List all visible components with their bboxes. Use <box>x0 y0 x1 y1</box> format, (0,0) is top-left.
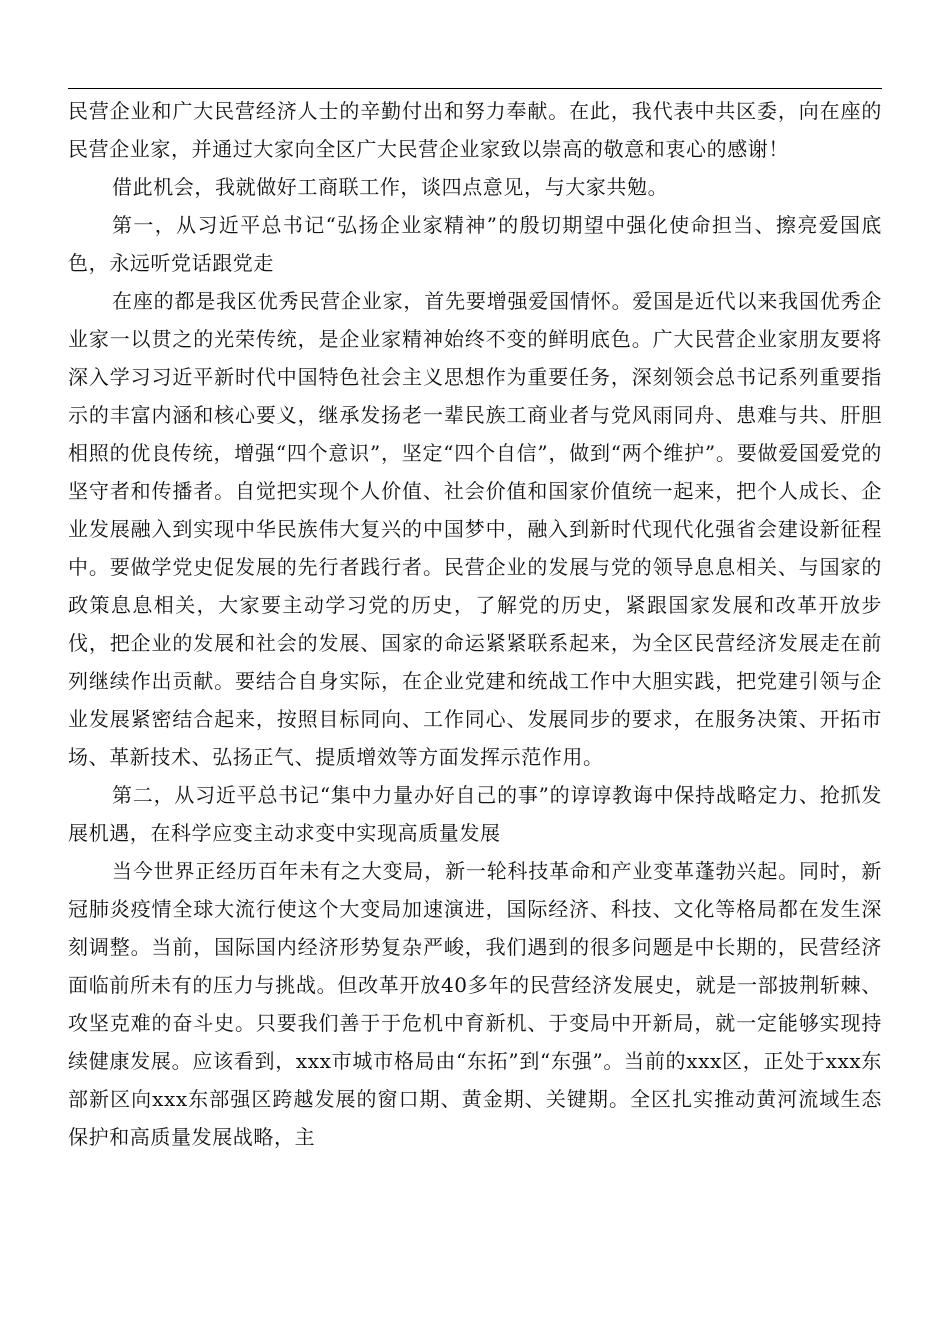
section-heading-2: 第二，从习近平总书记“集中力量办好自己的事”的谆谆教诲中保持战略定力、抢抓发展机遇，在科学应变主动求变中实现高质量发展 <box>68 783 882 845</box>
paragraph-section-2: 当今世界正经历百年未有之大变局，新一轮科技革命和产业变革蓬勃兴起。同时，新冠肺炎疫情全球大流行使这个大变局加速演进，国际经济、科技、文化等格局都在发生深刻调整。当前，国际国内经济形势复杂严峻，我们遇到的很多问题是中长期的，民营经济面临前所未有的压力与挑战。但改革开放40多年的民营经济发展史，就是一部披荆斩棘、攻坚克难的奋斗史。只要我们善于于危机中育新机、于变局中开新局，就一定能够实现持续健康发展。应该看到，xxx市城市格局由“东拓”到“东强”。当前的xxx区，正处于xxx东部新区向xxx东部强区跨越发展的窗口期、黄金期、关键期。全区扎实推动黄河流域生态保护和高质量发展战略，主 <box>68 859 882 1149</box>
document-page <box>68 88 882 1156</box>
paragraph-continuation: 民营企业和广大民营经济人士的辛勤付出和努力奉献。在此，我代表中共区委，向在座的民营企业家，并通过大家向全区广大民营企业家致以崇高的敬意和衷心的感谢！ <box>68 99 882 161</box>
paragraph-intro: 借此机会，我就做好工商联工作，谈四点意见，与大家共勉。 <box>112 175 669 199</box>
section-heading-1: 第一，从习近平总书记“弘扬企业家精神”的殷切期望中强化使命担当、擦亮爱国底色，永远听党话跟党走 <box>68 213 882 275</box>
document-body <box>68 92 882 1156</box>
paragraph-section-1: 在座的都是我区优秀民营企业家，首先要增强爱国情怀。爱国是近代以来我国优秀企业家一以贯之的光荣传统，是企业家精神始终不变的鲜明底色。广大民营企业家朋友要将深入学习习近平新时代中国特色社会主义思想作为重要任务，深刻领会总书记系列重要指示的丰富内涵和核心要义，继承发扬老一辈民族工商业者与党风雨同舟、患难与共、肝胆相照的优良传统，增强“四个意识”，坚定“四个自信”，做到“两个维护”。要做爱国爱党的坚守者和传播者。自觉把实现个人价值、社会价值和国家价值统一起来，把个人成长、企业发展融入到实现中华民族伟大复兴的中国梦中，融入到新时代现代化强省会建设新征程中。要做学党史促发展的先行者践行者。民营企业的发展与党的领导息息相关、与国家的政策息息相关，大家要主动学习党的历史，了解党的历史，紧跟国家发展和改革开放步伐，把企业的发展和社会的发展、国家的命运紧紧联系起来，为全区民营经济发展走在前列继续作出贡献。要结合自身实际，在企业党建和统战工作中大胆实践，把党建引领与企业发展紧密结合起来，按照目标同向、工作同心、发展同步的要求，在服务决策、开拓市场、革新技术、弘扬正气、提质增效等方面发挥示范作用。 <box>68 289 882 769</box>
header-rule <box>68 88 882 89</box>
